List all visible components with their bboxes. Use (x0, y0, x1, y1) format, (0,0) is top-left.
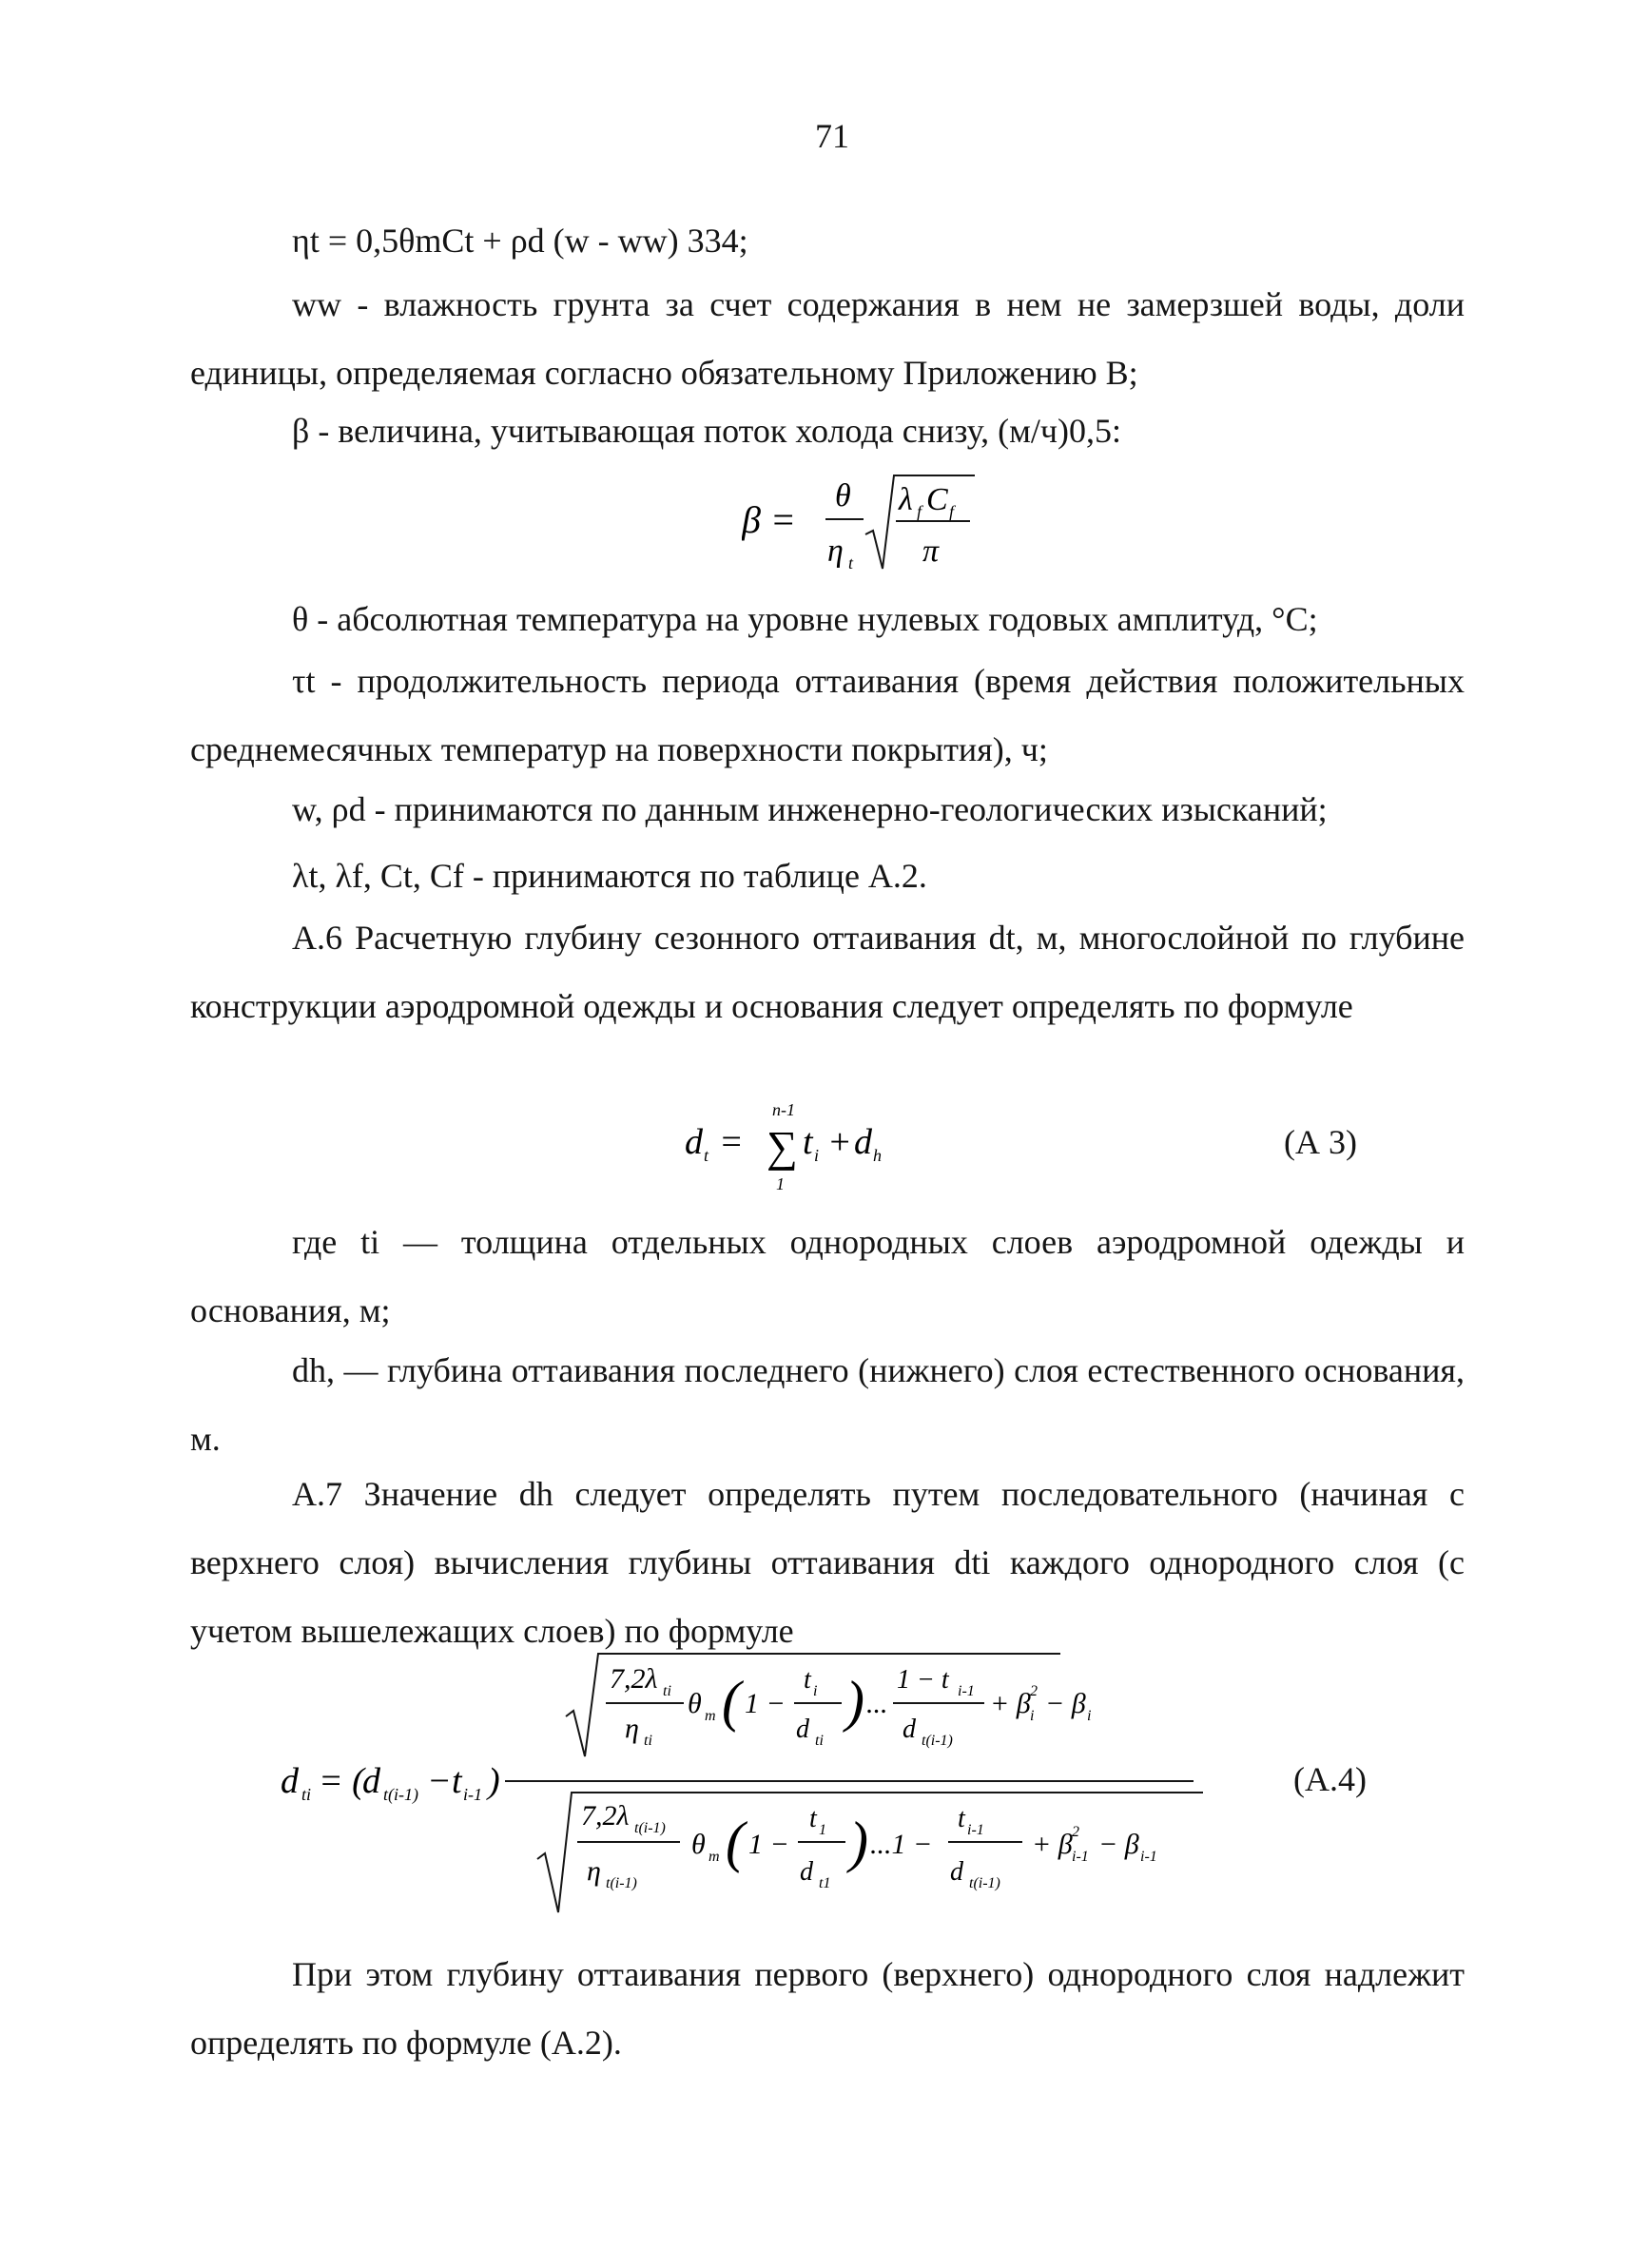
svg-text:...1 −: ...1 − (870, 1829, 933, 1860)
svg-text:t: t (848, 553, 854, 572)
section-a7-paragraph: А.7 Значение dh следует определять путем последовательного (начиная с верхнего слоя) вычисления глубины оттаивания dti каждого однородного слоя (с учетом вышележащих слоев) по формуле (190, 1475, 1465, 1650)
svg-text:t(i-1): t(i-1) (922, 1733, 953, 1749)
svg-text:t: t (704, 1146, 709, 1165)
svg-text:d: d (796, 1715, 809, 1744)
svg-text:C: C (926, 482, 948, 517)
svg-text:+ β: + β (990, 1688, 1031, 1719)
svg-text:i: i (1087, 1708, 1092, 1724)
svg-text:ti: ti (301, 1785, 312, 1804)
svg-text:θ: θ (688, 1688, 702, 1719)
dh-definition: dh, — глубина оттаивания последнего (нижнего) слоя естественного основания, м. (190, 1351, 1465, 1458)
final-paragraph: При этом глубину оттаивания первого (верхнего) однородного слоя надлежит определять по формуле (А.2). (190, 1955, 1465, 2062)
svg-text:− β: − β (1098, 1829, 1139, 1860)
svg-text:−: − (427, 1761, 452, 1801)
svg-text:ti: ti (663, 1683, 671, 1699)
svg-text:ti: ti (644, 1733, 652, 1749)
svg-text:t: t (958, 1804, 965, 1833)
svg-text:η: η (587, 1855, 601, 1887)
beta-formula (742, 456, 989, 580)
equation-number-a4: (А.4) (1293, 1760, 1367, 1798)
svg-text:i-1: i-1 (958, 1683, 975, 1699)
ti-definition: где ti — толщина отдельных однородных слоев аэродромной одежды и основания, м; (190, 1223, 1465, 1329)
svg-text:d: d (281, 1761, 299, 1801)
svg-text:i-1: i-1 (463, 1785, 482, 1804)
svg-text:β =: β = (742, 498, 796, 541)
svg-text:...: ... (866, 1688, 888, 1719)
svg-text:t(i-1): t(i-1) (383, 1785, 418, 1804)
svg-text:i-1: i-1 (1140, 1849, 1157, 1865)
svg-text:t: t (804, 1665, 811, 1695)
svg-text:1 − t: 1 − t (897, 1665, 949, 1695)
svg-text:η: η (827, 533, 844, 569)
svg-text:i-1: i-1 (1072, 1849, 1089, 1865)
svg-text:=: = (719, 1122, 744, 1162)
svg-text:d: d (362, 1761, 380, 1801)
svg-text:= (: = ( (319, 1761, 364, 1801)
svg-text:η: η (625, 1713, 639, 1744)
svg-text:1 −: 1 − (745, 1688, 786, 1719)
eta-formula-line: ηt = 0,5θmCt + ρd (w - ww) 334; (292, 222, 748, 260)
svg-text:t: t (809, 1804, 817, 1833)
w-rho-definition: w, ρd - принимаются по данным инженерно-геологических изысканий; (292, 790, 1328, 828)
svg-text:1 −: 1 − (748, 1829, 789, 1860)
lambda-definition: λt, λf, Ct, Cf - принимаются по таблице А.2. (292, 857, 927, 895)
svg-text:t1: t1 (819, 1875, 831, 1891)
svg-text:d: d (685, 1122, 703, 1162)
svg-text:m: m (709, 1849, 720, 1865)
svg-text:): ) (845, 1670, 864, 1733)
svg-text:f: f (949, 502, 955, 521)
svg-text:h: h (873, 1146, 882, 1165)
equation-number-a3: (А 3) (1284, 1123, 1357, 1161)
svg-text:+ β: + β (1032, 1829, 1073, 1860)
tau-definition: τt - продолжительность периода оттаивания (время действия положительных среднемесячных температур на поверхности покрытия), ч; (190, 662, 1465, 768)
svg-text:t(i-1): t(i-1) (606, 1875, 637, 1891)
formula-a3 (685, 1098, 932, 1193)
svg-text:t: t (452, 1761, 462, 1801)
svg-text:i: i (1030, 1708, 1035, 1724)
svg-text:i: i (813, 1683, 818, 1699)
svg-text:): ) (488, 1761, 500, 1801)
svg-text:θ: θ (835, 478, 851, 514)
svg-text:i-1: i-1 (967, 1822, 984, 1838)
svg-text:2: 2 (1030, 1683, 1038, 1699)
svg-text:θ: θ (691, 1829, 706, 1860)
svg-text:m: m (705, 1708, 716, 1724)
svg-text:(: ( (722, 1670, 741, 1733)
svg-text:+: + (827, 1122, 852, 1162)
beta-definition: β - величина, учитывающая поток холода снизу, (м/ч)0,5: (292, 412, 1122, 450)
svg-text:d: d (950, 1857, 963, 1887)
page-number: 71 (815, 117, 849, 155)
svg-text:7,2λ: 7,2λ (610, 1663, 658, 1695)
svg-text:2: 2 (1072, 1824, 1079, 1840)
svg-text:λ: λ (899, 482, 913, 517)
ww-definition: ww - влажность грунта за счет содержания в нем не замерзшей воды, доли единицы, определяемая согласно обязательному Приложению В; (190, 285, 1465, 392)
svg-text:f: f (917, 502, 922, 521)
svg-text:(: ( (726, 1811, 745, 1873)
svg-text:1: 1 (819, 1822, 826, 1838)
svg-text:t: t (803, 1122, 813, 1162)
svg-text:n-1: n-1 (772, 1100, 795, 1119)
theta-definition: θ - абсолютная температура на уровне нулевых годовых амплитуд, °С; (292, 600, 1318, 638)
svg-text:): ) (849, 1811, 868, 1873)
formula-a4 (281, 1650, 1222, 1926)
svg-text:π: π (922, 533, 940, 569)
svg-text:t(i-1): t(i-1) (634, 1820, 666, 1836)
svg-text:d: d (800, 1857, 813, 1887)
svg-text:ti: ti (815, 1733, 824, 1749)
svg-text:− β: − β (1045, 1688, 1086, 1719)
svg-text:∑: ∑ (767, 1122, 798, 1171)
svg-text:d: d (903, 1715, 916, 1744)
svg-text:7,2λ: 7,2λ (581, 1800, 630, 1832)
svg-text:i: i (814, 1146, 820, 1165)
section-a6-paragraph: А.6 Расчетную глубину сезонного оттаивания dt, м, многослойной по глубине конструкции аэродромной одежды и основания следует определять по формуле (190, 919, 1465, 1025)
svg-text:d: d (854, 1122, 872, 1162)
svg-text:t(i-1): t(i-1) (969, 1875, 1000, 1891)
svg-text:1: 1 (776, 1174, 785, 1193)
